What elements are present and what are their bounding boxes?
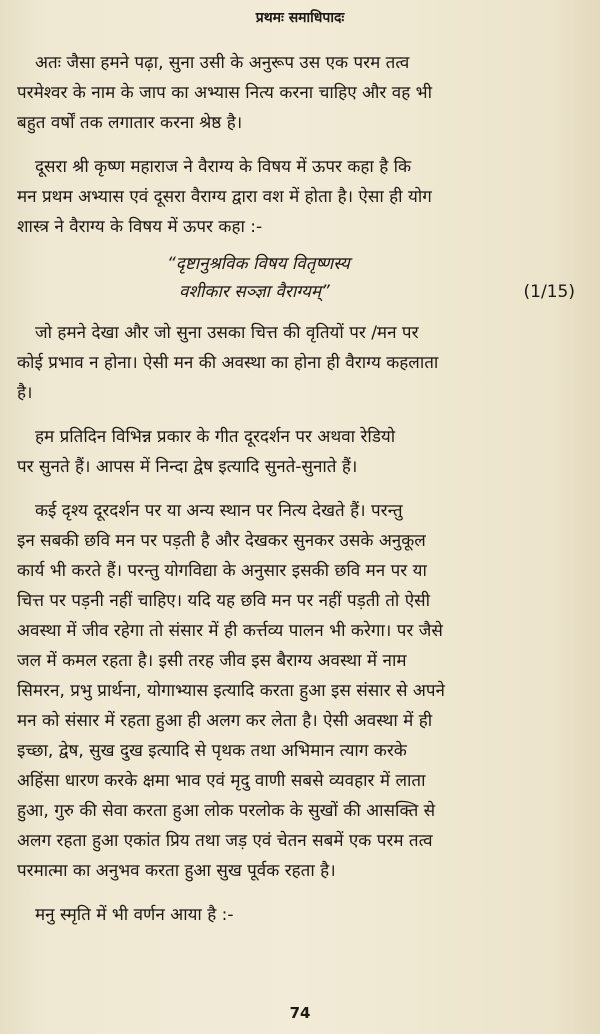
paragraph-5 xyxy=(17,496,587,886)
text-line: हम प्रतिदिन विभिन्न प्रकार के गीत दूरदर्शन पर अथवा रेडियो xyxy=(35,427,396,447)
text-line: कोई प्रभाव न होना। ऐसी मन की अवस्था का होना ही वैराग्य कहलाता xyxy=(17,353,439,373)
paragraph-6 xyxy=(17,900,587,930)
text-line: कार्य भी करते हैं। परन्तु योगविद्या के अनुसार इसकी छवि मन पर या xyxy=(17,561,427,581)
text-line: अतः जैसा हमने पढ़ा, सुना उसी के अनुरूप उस एक परम तत्व xyxy=(35,53,410,73)
paragraph-3 xyxy=(17,318,587,408)
text-line: बहुत वर्षों तक लगातार करना श्रेष्ठ है। xyxy=(17,113,243,133)
text-line: जो हमने देखा और जो सुना उसका चित्त की वृतियों पर /मन पर xyxy=(35,323,419,343)
text-line: परमेश्वर के नाम के जाप का अभ्यास नित्य करना चाहिए और वह भी xyxy=(17,83,432,103)
text-line: अहिंसा धारण करके क्षमा भाव एवं मृदु वाणी सबसे व्यवहार में लाता xyxy=(17,771,426,791)
paragraph-4 xyxy=(17,422,587,482)
text-line: अलग रहता हुआ एकांत प्रिय तथा जड़ एवं चेतन सबमें एक परम तत्व xyxy=(17,831,433,851)
text-line: जल में कमल रहता है। इसी तरह जीव इस बैराग्य अवस्था में नाम xyxy=(17,651,407,671)
text-line: परमात्मा का अनुभव करता हुआ सुख पूर्वक रहता है। xyxy=(17,861,336,881)
text-line: मन को संसार में रहता हुआ ही अलग कर लेता है। ऐसी अवस्था में ही xyxy=(17,711,433,731)
chapter-header: प्रथमः समाधिपादः xyxy=(255,10,345,26)
paragraph-1 xyxy=(17,48,587,138)
text-line: कई दृश्य दूरदर्शन पर या अन्य स्थान पर नित्य देखते हैं। परन्तु xyxy=(35,501,403,521)
text-line: मन प्रथम अभ्यास एवं दूसरा वैराग्य द्वारा वश में होता है। ऐसा ही योग xyxy=(17,187,432,207)
text-line: शास्त्र ने वैराग्य के विषय में ऊपर कहा :- xyxy=(17,217,263,237)
text-line: मनु स्मृति में भी वर्णन आया है :- xyxy=(35,905,234,925)
text-line: है। xyxy=(17,383,33,403)
sutra-line-1: “दृष्टानुश्रविक विषय वितृष्णस्य xyxy=(167,254,350,274)
text-line: पर सुनते हैं। आपस में निन्दा द्वेष इत्यादि सुनते-सुनाते हैं। xyxy=(17,457,358,477)
text-line: हुआ, गुरु की सेवा करता हुआ लोक परलोक के सुखों की आसक्ति से xyxy=(17,801,436,821)
text-line: इच्छा, द्वेष, सुख दुख इत्यादि से पृथक तथा अभिमान त्याग करके xyxy=(17,741,407,761)
sutra-quote xyxy=(17,250,587,306)
text-line: इन सबकी छवि मन पर पड़ती है और देखकर सुनकर उसके अनुकूल xyxy=(17,531,426,551)
text-line: अवस्था में जीव रहेगा तो संसार में ही कर्त्तव्य पालन भी करेगा। पर जैसे xyxy=(17,621,443,641)
page-number: 74 xyxy=(289,1004,311,1022)
sutra-reference: (1/15) xyxy=(523,282,575,302)
text-line: सिमरन, प्रभु प्रार्थना, योगाभ्यास इत्यादि करता हुआ इस संसार से अपने xyxy=(17,681,445,701)
sutra-line-2: वशीकार सञ्ज्ञा वैराग्यम्” xyxy=(179,282,330,302)
text-line: चित्त पर पड़नी नहीं चाहिए। यदि यह छवि मन पर नहीं पड़ती तो ऐसी xyxy=(17,591,430,611)
paragraph-2 xyxy=(17,152,587,242)
page-content xyxy=(17,48,587,944)
text-line: दूसरा श्री कृष्ण महाराज ने वैराग्य के विषय में ऊपर कहा है कि xyxy=(35,157,412,177)
